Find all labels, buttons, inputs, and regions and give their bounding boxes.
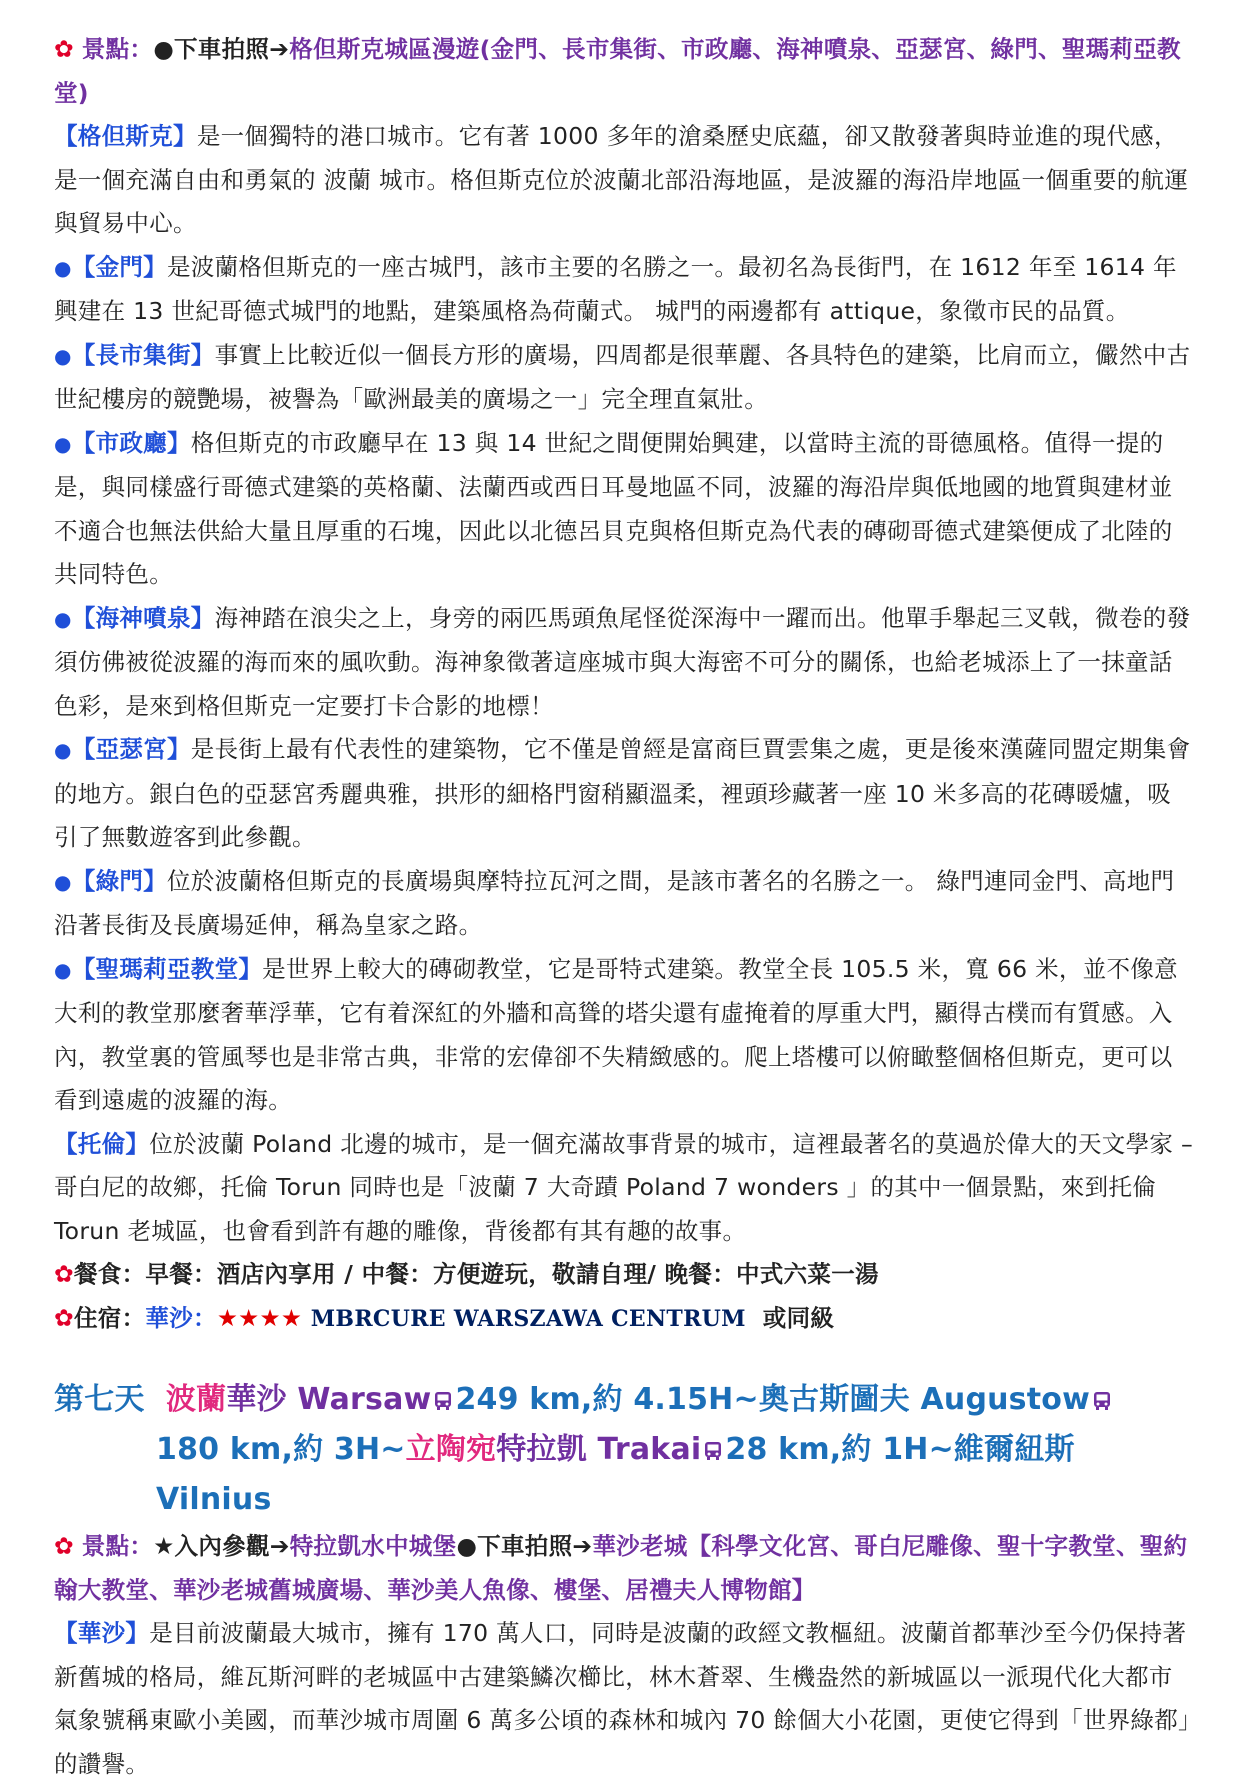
bullet-title: 【市政廳】	[71, 428, 191, 457]
bus-icon	[434, 1391, 452, 1411]
bus-icon	[704, 1441, 722, 1461]
route-leg2: 180 km,約 3H~	[156, 1432, 406, 1467]
bullet-neptune-fountain	[54, 597, 1194, 729]
meals-text: 餐食：早餐：酒店內享用 / 中餐：方便遊玩，敬請自理/ 晚餐：中式六菜一湯	[74, 1260, 879, 1288]
hotel-label: 住宿：	[74, 1303, 146, 1332]
day7-header-line2	[54, 1425, 1194, 1525]
itinerary-page	[54, 28, 1194, 1786]
city-warsaw: 華沙 Warsaw	[226, 1382, 432, 1417]
torun-text: 位於波蘭 Poland 北邊的城市，是一個充滿故事背景的城市，這裡最著名的莫過於偉大的天文學家 – 哥白尼的故鄉，托倫 Torun 同時也是「波蘭 7 大奇蹟 Poland 7 wonders 」的其中一個景點，來到托倫 Torun 老城區，也會看到許有趣的雕像，背後都有其有趣的故事。	[54, 1129, 1194, 1245]
bullet-icon: ●	[54, 255, 72, 280]
hotel-stars: ★★★★	[216, 1303, 303, 1332]
gdansk-title: 【格但斯克】	[54, 122, 197, 150]
warsaw-paragraph	[54, 1612, 1194, 1786]
sights-label: 景點：	[81, 35, 154, 63]
bullet-town-hall	[54, 422, 1194, 597]
bullet-title: 【海神噴泉】	[71, 603, 215, 632]
day7-sights-line	[54, 1525, 1194, 1612]
bullet-gold-gate	[54, 246, 1194, 334]
photo-stop-label: ●下車拍照➔	[456, 1532, 593, 1560]
torun-paragraph	[54, 1123, 1194, 1254]
flower-icon: ✿	[54, 1532, 74, 1560]
flower-icon: ✿	[54, 1260, 74, 1288]
route-leg3: 28 km,約 1H~維爾紐斯 Vilnius	[156, 1432, 1075, 1517]
hotel-name: MBRCURE WARSZAWA CENTRUM	[310, 1305, 746, 1332]
bullet-artus-court	[54, 728, 1194, 860]
bullet-icon: ●	[54, 869, 72, 894]
bullet-text: 格但斯克的市政廳早在 13 與 14 世紀之間便開始興建，以當時主流的哥德風格。值得一提的是，與同樣盛行哥德式建築的英格蘭、法蘭西或西日耳曼地區不同，波羅的海沿岸與低地國的地質與建材並不適合也無法供給大量且厚重的石塊，因此以北德呂貝克與格但斯克為代表的磚砌哥德式建築便成了北陸的共同特色。	[54, 428, 1173, 588]
photo-stop-label: ●下車拍照➔	[153, 35, 290, 63]
bullet-green-gate	[54, 860, 1194, 948]
bullet-text: 海神踏在浪尖之上，身旁的兩匹馬頭魚尾怪從深海中一躍而出。他單手舉起三叉戟，微卷的發須仿佛被從波羅的海而來的風吹動。海神象徵著這座城市與大海密不可分的關係，也給老城添上了一抹童話色彩，是來到格但斯克一定要打卡合影的地標！	[54, 603, 1191, 720]
bullet-title: 【金門】	[71, 252, 167, 281]
bullet-title: 【聖瑪莉亞教堂】	[71, 954, 263, 983]
gdansk-paragraph	[54, 115, 1194, 246]
bullet-st-mary-church	[54, 948, 1194, 1123]
gdansk-text: 是一個獨特的港口城市。它有著 1000 多年的滄桑歷史底蘊，卻又散發著與時並進的現代感，是一個充滿自由和勇氣的 波蘭 城市。格但斯克位於波蘭北部沿海地區，是波羅的海沿岸地區一個重要的航運與貿易中心。	[54, 122, 1189, 237]
hotel-city: 華沙：	[145, 1303, 217, 1332]
bus-icon	[1093, 1391, 1111, 1411]
sights-route: 格但斯克城區漫遊(金門、長市集街、市政廳、海神噴泉、亞瑟宮、綠門、聖瑪莉亞教堂)	[54, 35, 1181, 107]
bullet-icon: ●	[54, 957, 72, 982]
day6-sights-line	[54, 28, 1194, 115]
bullet-title: 【綠門】	[71, 866, 167, 895]
photo-places: 華沙老城【科學文化宮、哥白尼雕像、聖十字教堂、聖約翰大教堂、華沙老城舊城廣場、華沙美人魚像、樓堡、居禮夫人博物館】	[54, 1532, 1188, 1604]
warsaw-text: 是目前波蘭最大城市，擁有 170 萬人口，同時是波蘭的政經文教樞紐。波蘭首都華沙至今仍保持著新舊城的格局，維瓦斯河畔的老城區中古建築鱗次櫛比，林木蒼翠、生機盎然的新城區以一派現代化大都市氣象號稱東歐小美國，而華沙城市周圍 6 萬多公頃的森林和城內 70 餘個大小花園，更使它得到「世界綠都」的讚譽。	[54, 1619, 1191, 1778]
day-label: 第七天	[54, 1382, 145, 1417]
bullet-title: 【長市集街】	[71, 340, 215, 369]
bullet-long-market	[54, 334, 1194, 422]
bullet-text: 是長街上最有代表性的建築物，它不僅是曾經是富商巨賈雲集之處，更是後來漢薩同盟定期集會的地方。銀白色的亞瑟宮秀麗典雅，拱形的細格門窗稍顯溫柔，裡頭珍藏著一座 10 米多高的花磚暖爐，吸引了無數遊客到此參觀。	[54, 735, 1191, 851]
warsaw-title: 【華沙】	[54, 1619, 150, 1647]
bullet-icon: ●	[54, 738, 72, 762]
route-leg1: 249 km,約 4.15H~奧古斯圖夫 Augustow	[455, 1382, 1090, 1417]
bullet-text: 是波蘭格但斯克的一座古城門，該市主要的名勝之一。最初名為長街門，在 1612 年至 1614 年興建在 13 世紀哥德式城門的地點，建築風格為荷蘭式。 城門的兩邊都有 attique，象徵市民的品質。	[54, 252, 1177, 325]
sights-label: 景點：	[81, 1532, 154, 1560]
bullet-text: 是世界上較大的磚砌教堂，它是哥特式建築。教堂全長 105.5 米，寬 66 米，並不像意大利的教堂那麼奢華浮華，它有着深紅的外牆和高聳的塔尖還有虛掩着的厚重大門，顯得古樸而有質感。入內，教堂裏的管風琴也是非常古典，非常的宏偉卻不失精緻感的。爬上塔樓可以俯瞰整個格但斯克，更可以看到遠處的波羅的海。	[54, 954, 1178, 1114]
bullet-icon: ●	[54, 343, 72, 368]
bullet-icon: ●	[54, 606, 72, 631]
visit-label: ★入內參觀➔	[153, 1532, 290, 1560]
bullet-title: 【亞瑟宮】	[71, 735, 191, 763]
bullet-icon: ●	[54, 431, 72, 456]
bullet-text: 事實上比較近似一個長方形的廣場，四周都是很華麗、各具特色的建築，比肩而立，儼然中古世紀樓房的競艷場，被譽為「歐洲最美的廣場之一」完全理直氣壯。	[54, 340, 1191, 413]
bullet-text: 位於波蘭格但斯克的長廣場與摩特拉瓦河之間，是該市著名的名勝之一。 綠門連同金門、高地門沿著長街及長廣場延伸，稱為皇家之路。	[54, 866, 1175, 939]
hotel-line	[54, 1297, 1194, 1342]
hotel-suffix: 或同級	[762, 1303, 835, 1332]
country-lithuania: 立陶宛	[405, 1432, 497, 1467]
country-poland: 波蘭	[165, 1382, 227, 1417]
flower-icon: ✿	[54, 35, 74, 63]
city-trakai: 特拉凱 Trakai	[496, 1432, 702, 1467]
torun-title: 【托倫】	[54, 1129, 150, 1158]
meals-line	[54, 1253, 1194, 1297]
day7-header-line1	[54, 1375, 1194, 1425]
visit-place: 特拉凱水中城堡	[289, 1532, 457, 1560]
flower-icon: ✿	[54, 1303, 74, 1332]
